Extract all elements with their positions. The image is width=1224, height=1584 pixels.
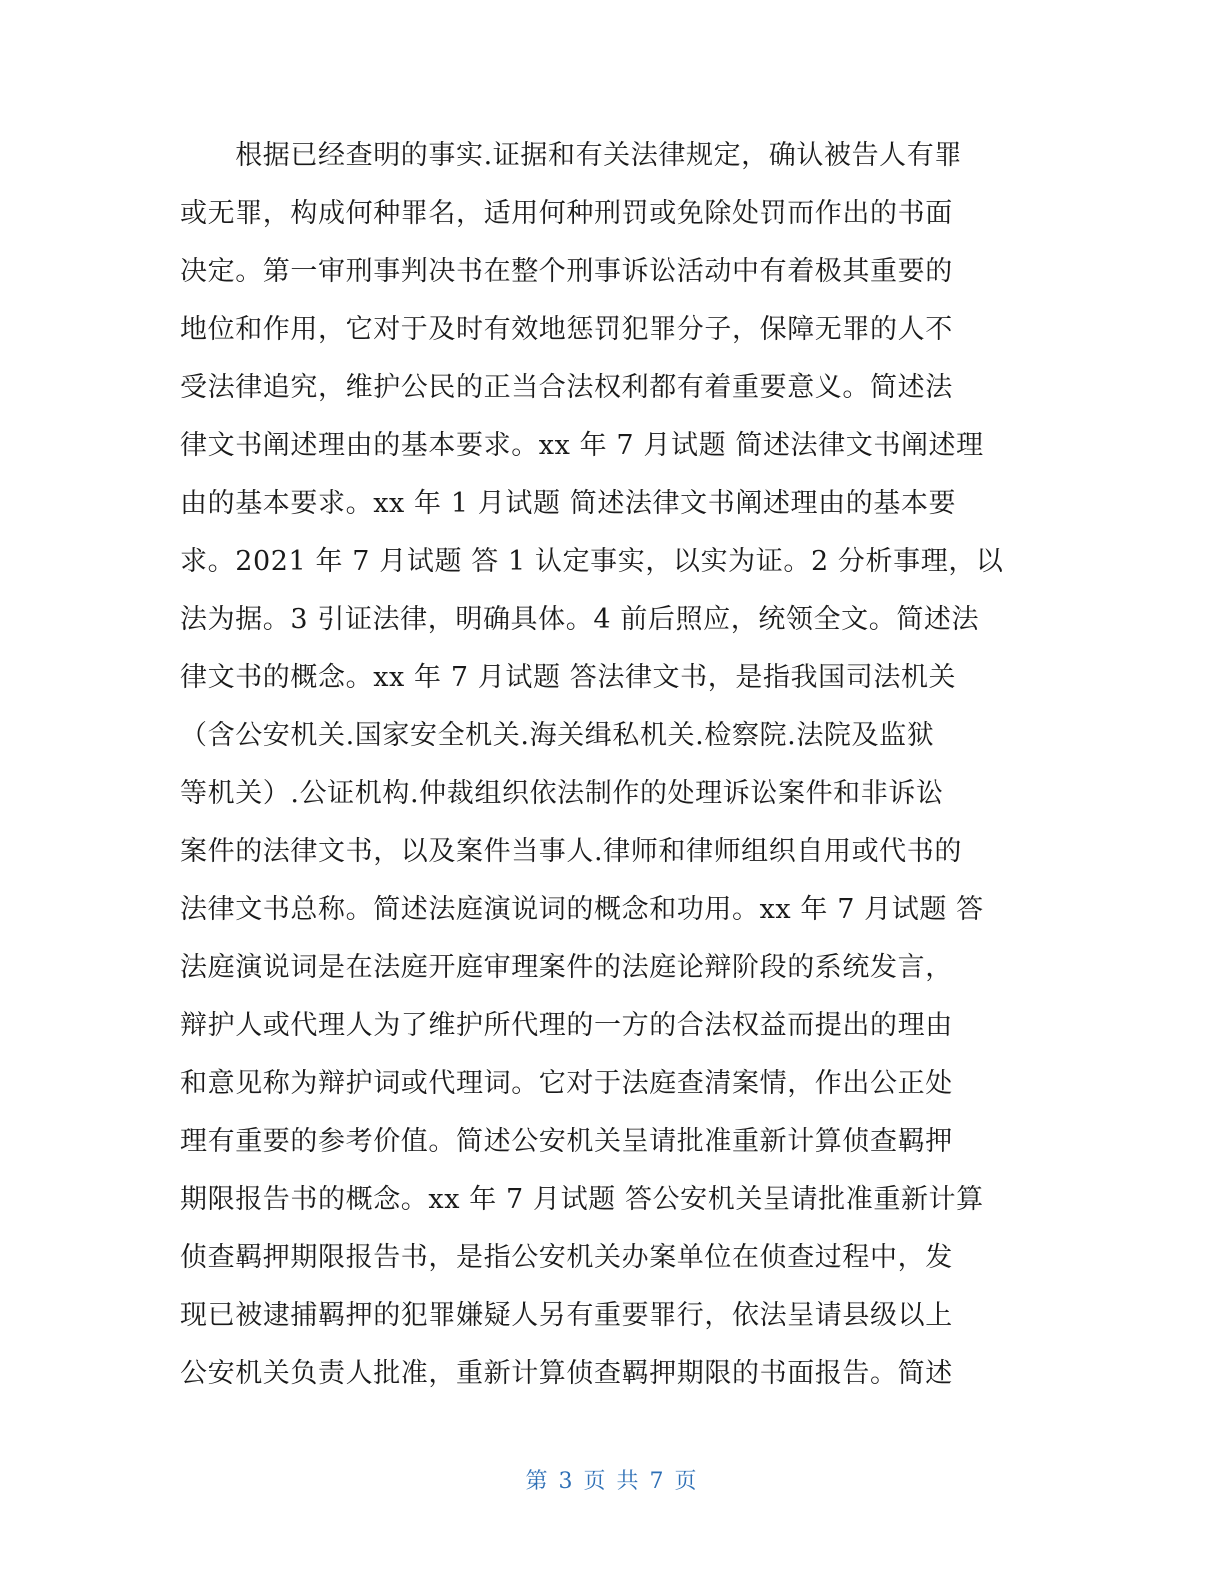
text-line: 法庭演说词是在法庭开庭审理案件的法庭论辩阶段的系统发言，: [180, 952, 953, 983]
text-line: 律文书阐述理由的基本要求。xx 年 7 月试题 简述法律文书阐述理: [180, 430, 984, 461]
text-line: 案件的法律文书，以及案件当事人.律师和律师组织自用或代书的: [180, 836, 962, 867]
text-line: 求。2021 年 7 月试题 答 1 认定事实，以实为证。2 分析事理，以: [180, 546, 1004, 577]
text-line: 法律文书总称。简述法庭演说词的概念和功用。xx 年 7 月试题 答: [180, 894, 984, 925]
text-line: 法为据。3 引证法律，明确具体。4 前后照应，统领全文。简述法: [180, 604, 980, 635]
text-line: 决定。第一审刑事判决书在整个刑事诉讼活动中有着极其重要的: [180, 256, 953, 287]
text-line: 地位和作用，它对于及时有效地惩罚犯罪分子，保障无罪的人不: [180, 314, 953, 345]
text-line: 侦查羁押期限报告书，是指公安机关办案单位在侦查过程中，发: [180, 1242, 953, 1273]
text-line: 由的基本要求。xx 年 1 月试题 简述法律文书阐述理由的基本要: [180, 488, 957, 519]
text-line: 现已被逮捕羁押的犯罪嫌疑人另有重要罪行，依法呈请县级以上: [180, 1300, 953, 1331]
text-line: 和意见称为辩护词或代理词。它对于法庭查清案情，作出公正处: [180, 1068, 953, 1099]
text-line: 律文书的概念。xx 年 7 月试题 答法律文书，是指我国司法机关: [180, 662, 957, 693]
text-line: 或无罪，构成何种罪名，适用何种刑罚或免除处罚而作出的书面: [180, 198, 953, 229]
page-footer: [0, 1464, 1224, 1495]
text-line: （含公安机关.国家安全机关.海关缉私机关.检察院.法院及监狱: [180, 720, 935, 751]
text-line: 根据已经查明的事实.证据和有关法律规定，确认被告人有罪: [180, 140, 962, 171]
text-line: 辩护人或代理人为了维护所代理的一方的合法权益而提出的理由: [180, 1010, 953, 1041]
text-line: 理有重要的参考价值。简述公安机关呈请批准重新计算侦查羁押: [180, 1126, 953, 1157]
body-text: [180, 127, 1050, 1403]
text-line: 公安机关负责人批准，重新计算侦查羁押期限的书面报告。简述: [180, 1358, 953, 1389]
text-line: 期限报告书的概念。xx 年 7 月试题 答公安机关呈请批准重新计算: [180, 1184, 984, 1215]
page-number-label: 第 3 页 共 7 页: [525, 1469, 699, 1494]
text-line: 受法律追究，维护公民的正当合法权利都有着重要意义。简述法: [180, 372, 953, 403]
text-line: 等机关）.公证机构.仲裁组织依法制作的处理诉讼案件和非诉讼: [180, 778, 944, 809]
